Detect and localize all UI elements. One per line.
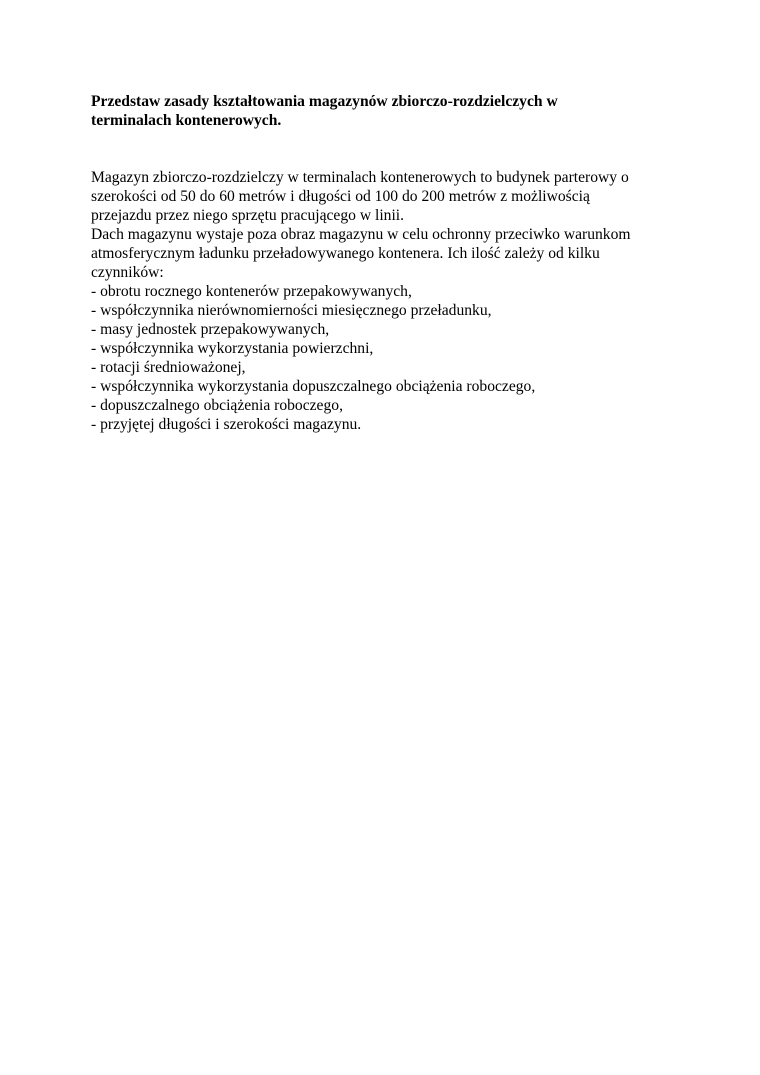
list-item: - współczynnika wykorzystania dopuszczalnego obciążenia roboczego,: [91, 378, 536, 395]
paragraph-line: Dach magazynu wystaje poza obraz magazynu w celu ochronny przeciwko warunkom: [91, 226, 631, 243]
factors-list: [91, 282, 691, 434]
list-item: - rotacji średnioważonej,: [91, 359, 246, 376]
question-line: Przedstaw zasady kształtowania magazynów zbiorczo-rozdzielczych w: [91, 93, 558, 110]
list-item: - współczynnika nierównomierności miesięcznego przeładunku,: [91, 302, 492, 319]
paragraph-line: szerokości od 50 do 60 metrów i długości od 100 do 200 metrów z możliwością: [91, 188, 590, 205]
paragraph-line: czynników:: [91, 264, 164, 281]
paragraph-line: atmosferycznym ładunku przeładowywanego kontenera. Ich ilość zależy od kilku: [91, 245, 600, 262]
paragraph-line: przejazdu przez niego sprzętu pracującego w linii.: [91, 207, 405, 224]
list-item: - przyjętej długości i szerokości magazynu.: [91, 416, 362, 433]
list-item: - dopuszczalnego obciążenia roboczego,: [91, 397, 343, 414]
paragraph-line: Magazyn zbiorczo-rozdzielczy w terminalach kontenerowych to budynek parterowy o: [91, 169, 629, 186]
question-line: terminalach kontenerowych.: [91, 112, 282, 129]
answer-body: [91, 168, 691, 434]
answer-paragraph: [91, 168, 691, 282]
list-item: - współczynnika wykorzystania powierzchni,: [91, 340, 374, 357]
list-item: - obrotu rocznego kontenerów przepakowywanych,: [91, 283, 412, 300]
list-item: - masy jednostek przepakowywanych,: [91, 321, 330, 338]
question-heading: [91, 92, 651, 130]
